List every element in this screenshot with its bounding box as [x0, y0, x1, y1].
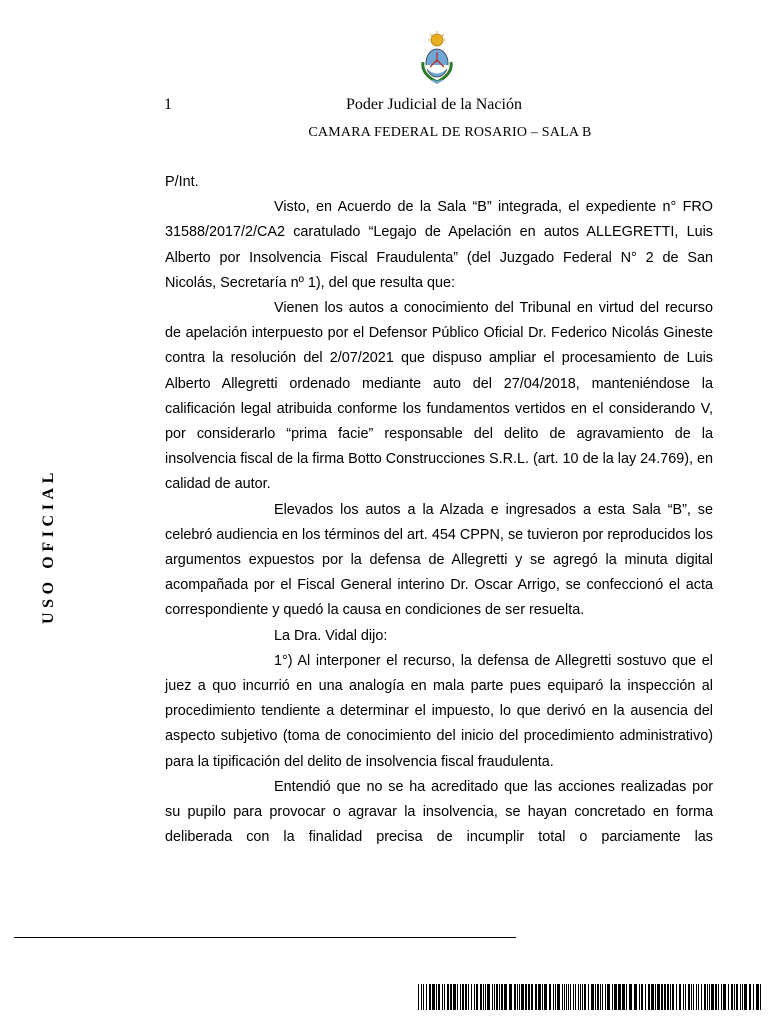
paragraph-visto: Visto, en Acuerdo de la Sala “B” integrada, el expediente n° FRO 31588/2017/2/CA2 caratulado “Legajo de Apelación en autos ALLEGRETTI, Luis Alberto por Insolvencia Fiscal Fraudulenta” (del Juzgado Federal N° 2 de San Nicolás, Secretaría nº 1), del que resulta que:	[165, 199, 713, 291]
barcode-icon	[418, 984, 764, 1010]
court-subtitle: CAMARA FEDERAL DE ROSARIO – SALA B	[308, 125, 592, 140]
paragraph-audiencia: Elevados los autos a la Alzada e ingresados a esta Sala “B”, se celebró audiencia en los términos del art. 454 CPPN, se tuvieron por reproducidos los argumentos expuestos por la defensa de Allegretti y se agregó la minuta digital acompañada por el Fiscal General interino Dr. Oscar Arrigo, se confeccionó el acta correspondiente y quedó la causa en condiciones de ser resuelta.	[165, 501, 713, 619]
national-coat-of-arms-icon	[417, 30, 457, 86]
paragraph-agravio-2: Entendió que no se ha acreditado que las acciones realizadas por su pupilo para provocar o agravar la insolvencia, se hayan concretado en forma deliberada con la finalidad precisa de incumplir total o parciamente las	[165, 778, 713, 846]
document-body	[165, 170, 713, 850]
paragraph-antecedentes: Vienen los autos a conocimiento del Tribunal en virtud del recurso de apelación interpuesto por el Defensor Público Oficial Dr. Federico Nicolás Gineste contra la resolución del 2/07/2021 que dispuso ampliar el procesamiento de Luis Alberto Allegretti ordenado mediante auto del 27/04/2018, manteniéndose la calificación legal atribuida conforme los fundamentos vertidos en el considerando V, por considerarlo “prima facie” responsable del delito de agravamiento de la insolvencia fiscal de la firma Botto Construcciones S.R.L. (art. 10 de la lay 24.769), en calidad de autor.	[165, 300, 713, 493]
page-number: 1	[164, 96, 172, 113]
institution-title: Poder Judicial de la Nación	[346, 96, 522, 113]
paragraph-vote-heading: La Dra. Vidal dijo:	[274, 627, 388, 644]
paragraph-agravio-1: 1°) Al interponer el recurso, la defensa de Allegretti sostuvo que el juez a quo incurrió en una analogía en mala parte pues equiparó la inspección al procedimiento tendiente a determinar el impuesto, lo que derivó en la ausencia del aspecto subjetivo (toma de conocimiento del inicio del procedimiento administrativo) para la tipificación del delito de insolvencia fiscal fraudulenta.	[165, 652, 713, 770]
paragraph-reference: P/Int.	[165, 174, 199, 190]
footer-divider	[14, 937, 516, 938]
official-use-mark: USO OFICIAL	[40, 468, 57, 624]
